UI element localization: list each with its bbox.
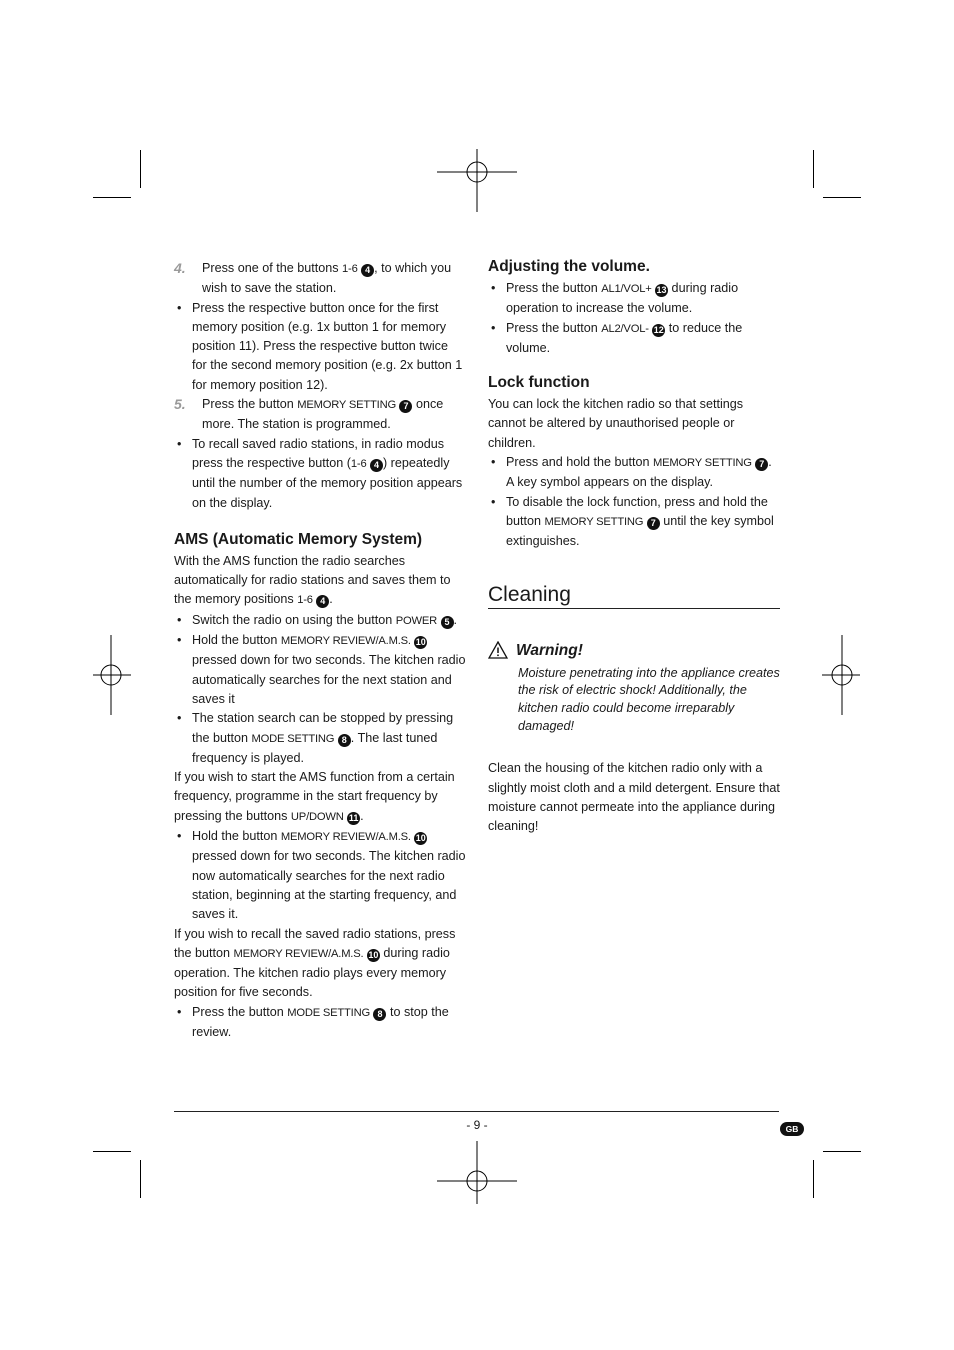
button-name: MODE SETTING [287,1006,370,1019]
language-badge: GB [780,1122,804,1136]
button-name: MODE SETTING [251,732,335,745]
button-name: 1-6 [297,594,313,607]
callout-number: 4 [370,459,383,472]
button-name: MEMORY SETTING [653,457,752,470]
button-name: MEMORY SETTING [297,399,396,412]
registration-mark-icon [802,635,882,715]
list-item: • Press the button MODE SETTING 8 to stop the review. [174,1003,466,1043]
warning-triangle-icon [488,641,508,659]
step-5: 5. Press the button MEMORY SETTING 7 once more. The station is programmed. [174,396,444,432]
paragraph: You can lock the kitchen radio so that settings cannot be altered by unauthorised people or children. [488,397,744,450]
callout-number: 7 [647,517,660,530]
button-name: AL1/VOL+ [601,283,652,295]
step-number: 5. [174,396,186,413]
chapter-heading: Cleaning [488,582,780,609]
list-item: • Press and hold the button MEMORY SETTING 7 . A key symbol appears on the display. [488,453,780,493]
button-name: UP/DOWN [290,810,344,823]
callout-number: 11 [348,812,359,823]
list-item: • Press the respective button once for the first memory position (e.g. 1x button 1 for memory position 11). Press the respective button twice for the second memory position (e.g. 2x button 1 for memory position 12). [174,299,466,395]
warning-text: Moisture penetrating into the appliance creates the risk of electric shock! Additionally, the kitchen radio could become irreparably damaged! [518,665,780,733]
callout-number: 8 [373,1008,386,1021]
list-item: • To disable the lock function, press and hold the button MEMORY SETTING 7 until the key symbol extinguishes. [488,493,780,552]
list-item: • Press the button AL2/VOL- 12 to reduce the volume. [488,319,780,359]
callout-number: 10 [415,637,426,648]
step-number: 4. [174,260,186,276]
button-name: AL2/VOL- [601,322,649,335]
footer-rule [174,1111,779,1112]
crop-mark [823,197,861,198]
registration-mark-icon [71,635,151,715]
registration-mark-icon [437,1141,517,1221]
button-name: POWER [395,614,437,627]
left-column [174,259,466,1042]
button-name: MEMORY REVIEW/A.M.S. [280,635,411,648]
list-item: • The station search can be stopped by pressing the button MODE SETTING 8 . The last tuned frequency is played. [174,709,466,768]
paragraph: If you wish to recall the saved radio stations, press the button MEMORY REVIEW/A.M.S. 10 during radio operation. The kitchen radio plays every memory position for five seconds. [174,926,456,1000]
button-name: MEMORY REVIEW/A.M.S. [233,947,364,960]
callout-number: 7 [399,400,412,413]
paragraph: With the AMS function the radio searches automatically for radio stations and saves them to the memory positions 1-6 4 . [174,553,451,607]
list-item: • To recall saved radio stations, in radio modus press the respective button (1-6 4 ) repeatedly until the number of the memory position appears on the display. [174,435,466,513]
crop-mark [140,150,141,188]
list-item: • Switch the radio on using the button POWER 5 . [174,611,466,631]
list-item: • Hold the button MEMORY REVIEW/A.M.S. 10 pressed down for two seconds. The kitchen radio now automatically searches for the next radio station, beginning at the starting frequency, and saves it. [174,827,466,924]
section-heading: Adjusting the volume. [488,258,650,275]
section-heading: AMS (Automatic Memory System) [174,530,423,548]
callout-number: 10 [368,949,379,960]
callout-number: 8 [338,734,351,747]
button-name: 1-6 [342,263,358,275]
crop-mark [93,197,131,198]
warning-title: Warning! [516,641,583,659]
right-column [488,257,780,836]
page-number: - 9 - [466,1118,488,1132]
registration-mark-icon [437,132,517,212]
callout-number: 12 [653,324,664,335]
section-heading: Lock function [488,374,590,392]
crop-mark [823,1151,861,1152]
button-name: 1-6 [350,457,367,470]
callout-number: 4 [361,264,374,277]
callout-number: 4 [316,595,329,608]
button-name: MEMORY SETTING [544,515,644,528]
button-name: MEMORY REVIEW/A.M.S. [280,831,411,844]
crop-mark [813,1160,814,1198]
callout-number: 13 [656,285,667,295]
paragraph: If you wish to start the AMS function from a certain frequency, programme in the start frequency by pressing the buttons UP/DOWN 11 . [174,770,455,823]
callout-number: 7 [755,458,768,471]
crop-mark [140,1160,141,1198]
crop-mark [813,150,814,188]
callout-number: 5 [441,616,454,629]
step-4: 4. Press one of the buttons 1-6 4 , to which you wish to save the station. [174,260,452,296]
warning-heading [488,641,780,660]
paragraph: Clean the housing of the kitchen radio only with a slightly moist cloth and a mild detergent. Ensure that moisture cannot permeate into the appliance during cleaning! [488,761,780,834]
list-item: • Hold the button MEMORY REVIEW/A.M.S. 10 pressed down for two seconds. The kitchen radio automatically searches for the next station and saves it [174,631,466,709]
callout-number: 10 [415,833,426,844]
crop-mark [93,1151,131,1152]
list-item: • Press the button AL1/VOL+ 13 during radio operation to increase the volume. [488,279,780,319]
